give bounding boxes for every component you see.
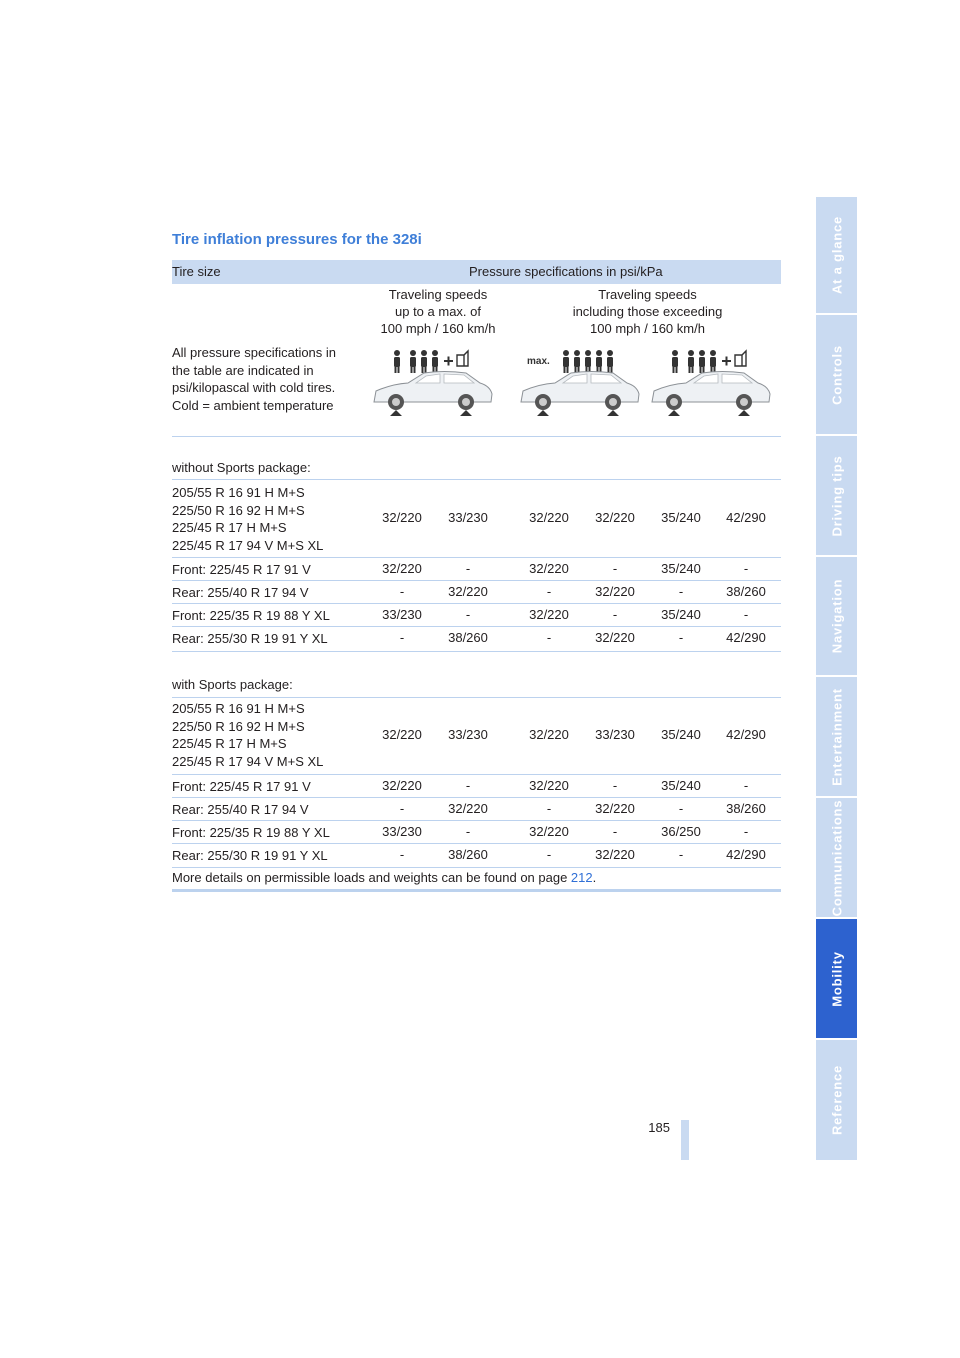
pressure-cell: - (399, 630, 405, 645)
pressure-cell: 32/220 (382, 778, 422, 793)
table-header (172, 260, 781, 284)
tab-label: Controls (829, 344, 844, 405)
section-heading: without Sports package: (172, 460, 311, 475)
tire-size-cell (172, 700, 323, 770)
speed-range-up-to-100 (358, 286, 518, 337)
pressure-cell: 38/260 (726, 801, 766, 816)
pressure-cell: 42/290 (726, 727, 766, 742)
tire-size-cell (172, 484, 323, 554)
pressure-cell: - (743, 607, 749, 622)
table-rule (172, 843, 781, 844)
car-4-persons-luggage-icon (648, 346, 774, 431)
pressure-cell: - (743, 778, 749, 793)
chapter-tabs (816, 197, 857, 1160)
speed-line: including those exceeding (572, 304, 723, 319)
table-rule (172, 603, 781, 604)
pressure-cell: 35/240 (661, 727, 701, 742)
table-rule (172, 797, 781, 798)
tire-size-cell: Front: 225/45 R 17 91 V (172, 779, 311, 794)
pressure-cell: 33/230 (382, 824, 422, 839)
tab-entertainment[interactable] (816, 677, 857, 798)
pressure-cell: - (465, 778, 471, 793)
pressure-cell: - (546, 584, 552, 599)
pressure-cell: 32/220 (595, 847, 635, 862)
tab-controls[interactable] (816, 315, 857, 436)
tire-size-line: 225/50 R 16 92 H M+S (172, 718, 305, 734)
table-rule (172, 867, 781, 868)
pressure-cell: 32/220 (529, 778, 569, 793)
table-rule (172, 436, 781, 437)
pressure-cell: - (678, 847, 684, 862)
speed-line: Traveling speeds (598, 287, 697, 302)
pressure-cell: 33/230 (382, 607, 422, 622)
pressure-cell: - (743, 824, 749, 839)
tire-size-cell: Rear: 255/40 R 17 94 V (172, 585, 309, 600)
page-title: Tire inflation pressures for the 328i (172, 231, 422, 248)
pressure-cell: 32/220 (382, 510, 422, 525)
page-reference-link[interactable]: 212 (570, 870, 593, 885)
pressure-cell: - (612, 607, 618, 622)
pressure-cell: 32/220 (382, 727, 422, 742)
tire-size-line: 225/45 R 17 94 V M+S XL (172, 537, 324, 553)
pressure-cell: 32/220 (595, 584, 635, 599)
pressure-cell: - (399, 584, 405, 599)
pressure-cell: - (399, 847, 405, 862)
pressure-cell: - (678, 801, 684, 816)
tab-label: Communications (829, 799, 844, 916)
pressure-cell: 38/260 (726, 584, 766, 599)
table-rule (172, 820, 781, 821)
pressure-cell: - (743, 561, 749, 576)
pressure-cell: 42/290 (726, 630, 766, 645)
pressure-cell: - (612, 561, 618, 576)
tab-driving-tips[interactable] (816, 436, 857, 557)
tire-size-cell: Rear: 255/30 R 19 91 Y XL (172, 848, 328, 863)
pressure-cell: - (465, 561, 471, 576)
pressure-cell: - (678, 584, 684, 599)
pressure-cell: - (546, 801, 552, 816)
pressure-cell: - (546, 630, 552, 645)
pressure-cell: 33/230 (448, 510, 488, 525)
table-rule (172, 697, 781, 698)
tire-size-line: 225/45 R 17 H M+S (172, 520, 287, 535)
pressure-cell: 33/230 (595, 727, 635, 742)
table-rule (172, 626, 781, 627)
speed-line: Traveling speeds (388, 287, 488, 302)
tire-size-cell: Rear: 255/30 R 19 91 Y XL (172, 631, 328, 646)
footnote-text: More details on permissible loads and weights can be found on page (172, 870, 571, 885)
pressure-cell: 36/250 (661, 824, 701, 839)
pressure-cell: 35/240 (661, 607, 701, 622)
table-rule (172, 774, 781, 775)
speed-line: up to a max. of (395, 304, 481, 319)
pressure-cell: - (465, 607, 471, 622)
tire-size-line: 225/45 R 17 H M+S (172, 736, 287, 751)
tire-size-cell: Front: 225/35 R 19 88 Y XL (172, 825, 330, 840)
pressure-cell: 42/290 (726, 847, 766, 862)
page-number-bar (681, 1120, 689, 1160)
tire-size-line: 225/45 R 17 94 V M+S XL (172, 753, 324, 769)
header-pressure-spec: Pressure specifications in psi/kPa (469, 264, 663, 279)
pressure-cell: 32/220 (529, 824, 569, 839)
tire-size-cell: Front: 225/45 R 17 91 V (172, 562, 311, 577)
tab-communications[interactable] (816, 798, 857, 919)
speed-line: 100 mph / 160 km/h (380, 321, 496, 336)
tire-size-cell: Front: 225/35 R 19 88 Y XL (172, 608, 330, 623)
tire-size-line: 205/55 R 16 91 H M+S (172, 701, 305, 716)
tire-size-line: 225/50 R 16 92 H M+S (172, 502, 305, 518)
pressure-cell: 33/230 (448, 727, 488, 742)
tab-label: Reference (829, 1064, 844, 1136)
pressure-cell: 32/220 (382, 561, 422, 576)
pressure-cell: - (678, 630, 684, 645)
pressure-cell: 38/260 (448, 847, 488, 862)
pressure-note: All pressure specifications in the table are indicated in psi/kilopascal with cold tires. Cold = ambient temperature (172, 345, 337, 413)
tire-size-cell: Rear: 255/40 R 17 94 V (172, 802, 309, 817)
pressure-cell: 32/220 (595, 630, 635, 645)
pressure-cell: 35/240 (661, 510, 701, 525)
pressure-cell: 32/220 (595, 510, 635, 525)
pressure-cell: 35/240 (661, 561, 701, 576)
tab-label: Entertainment (829, 687, 844, 786)
header-tire-size: Tire size (172, 264, 221, 279)
tab-at-a-glance[interactable] (816, 197, 857, 315)
table-bottom-rule (172, 889, 781, 892)
car-max-occupants-icon (517, 346, 643, 431)
tab-label: Driving tips (829, 454, 844, 537)
pressure-cell: - (399, 801, 405, 816)
speed-range-exceeding-100 (555, 286, 740, 337)
table-rule (172, 580, 781, 581)
pressure-cell: 32/220 (529, 727, 569, 742)
footnote-end: . (592, 870, 597, 885)
table-rule (172, 557, 781, 558)
section-heading: with Sports package: (172, 677, 293, 692)
footnote (172, 870, 596, 885)
tire-size-line: 205/55 R 16 91 H M+S (172, 485, 305, 500)
tab-reference[interactable] (816, 1040, 857, 1160)
pressure-cell: 32/220 (595, 801, 635, 816)
pressure-cell: - (612, 778, 618, 793)
pressure-cell: 42/290 (726, 510, 766, 525)
pressure-cell: 32/220 (529, 607, 569, 622)
pressure-cell: - (546, 847, 552, 862)
table-rule (172, 651, 781, 652)
page-number: 185 (648, 1120, 670, 1135)
pressure-cell: 32/220 (448, 801, 488, 816)
tab-label: Mobility (829, 950, 844, 1007)
tab-label: At a glance (829, 215, 844, 295)
table-row (172, 484, 781, 554)
pressure-cell: 38/260 (448, 630, 488, 645)
pressure-cell: 35/240 (661, 778, 701, 793)
table-row (172, 700, 781, 770)
pressure-cell: - (612, 824, 618, 839)
table-rule (172, 479, 781, 480)
tab-mobility[interactable] (816, 919, 857, 1040)
pressure-cell: 32/220 (448, 584, 488, 599)
tab-label: Navigation (829, 578, 844, 654)
pressure-cell: 32/220 (529, 561, 569, 576)
tab-navigation[interactable] (816, 557, 857, 677)
svg-text:max.: max. (527, 356, 550, 367)
pressure-cell: - (465, 824, 471, 839)
car-4-persons-luggage-icon (370, 346, 496, 431)
speed-line: 100 mph / 160 km/h (590, 321, 705, 336)
pressure-cell: 32/220 (529, 510, 569, 525)
